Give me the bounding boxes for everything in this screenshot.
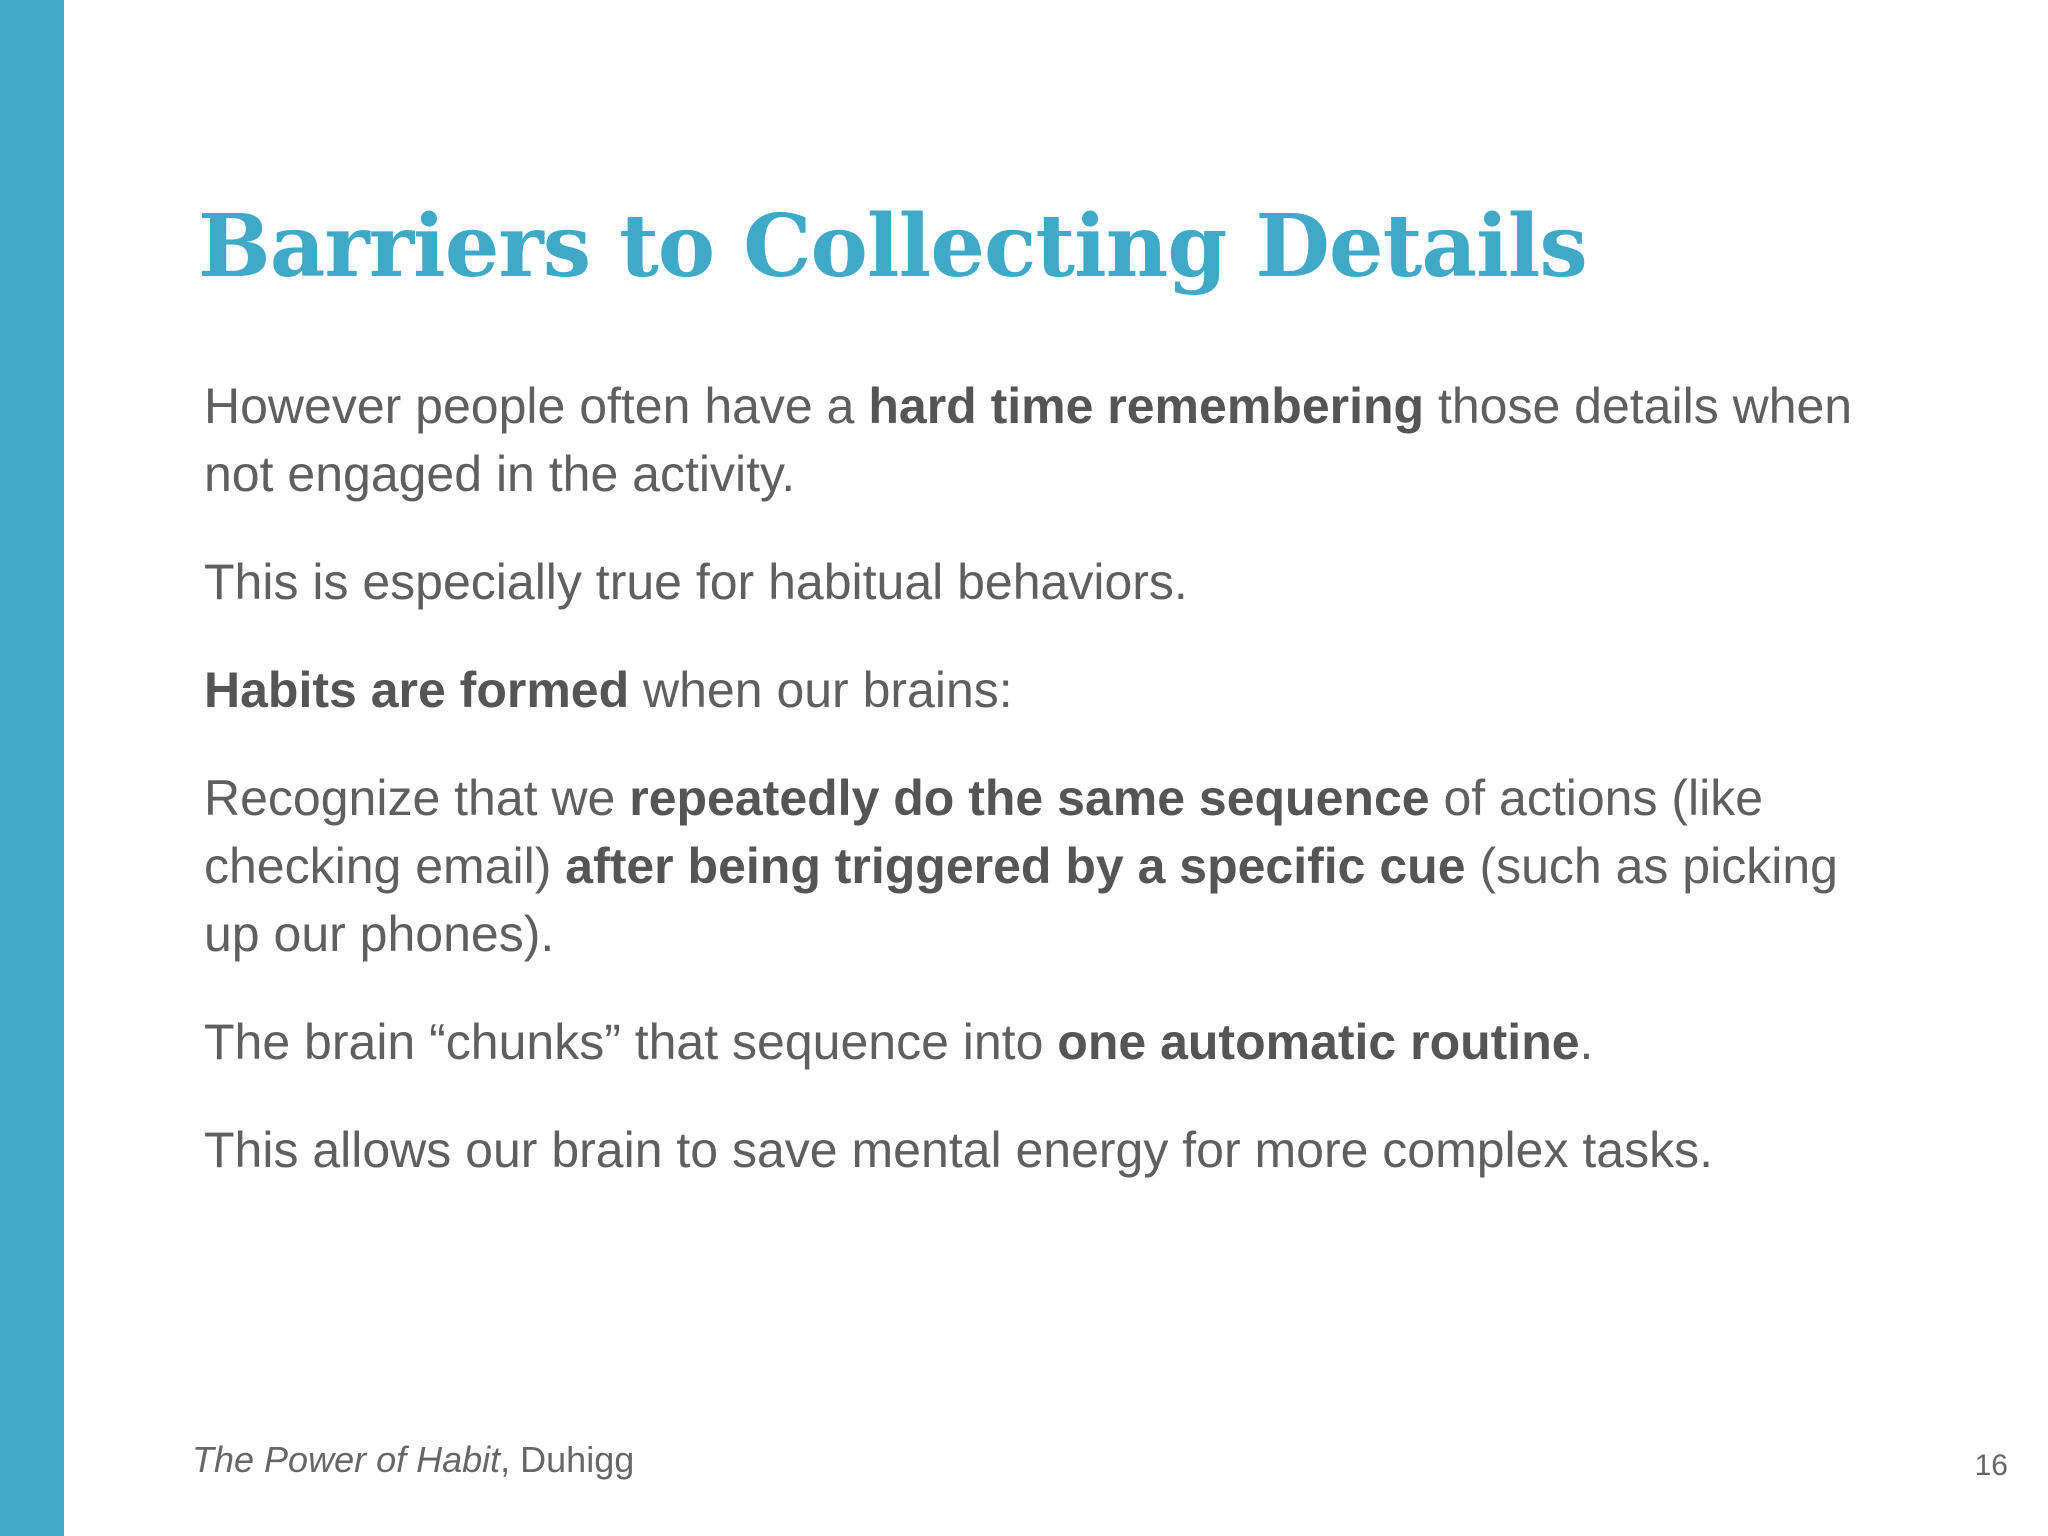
text-segment: of actions (like checking email) [204, 770, 1764, 894]
text-segment: when our brains: [629, 662, 1013, 718]
paragraph-habits-formed [204, 656, 1904, 724]
page-number: 16 [1974, 1449, 2008, 1482]
accent-bar [0, 0, 64, 1536]
bold-segment: after being triggered by a specific cue [565, 838, 1466, 894]
paragraph-hard-time-remembering [204, 372, 1904, 508]
slide-body [204, 372, 1904, 1224]
bold-segment: hard time remembering [868, 378, 1425, 434]
citation-author: , Duhigg [500, 1439, 635, 1480]
paragraph-recognize-sequence [204, 764, 1904, 968]
citation [192, 1436, 634, 1484]
bold-segment: repeatedly do the same sequence [629, 770, 1430, 826]
paragraph-chunks-routine [204, 1008, 1904, 1076]
text-segment: (such as picking up our phones). [204, 838, 1838, 962]
paragraph-mental-energy: This allows our brain to save mental energy for more complex tasks. [204, 1122, 1713, 1178]
paragraph-habitual-behaviors: This is especially true for habitual behaviors. [204, 554, 1188, 610]
citation-book-title: The Power of Habit [192, 1439, 501, 1480]
text-segment: However people often have a [204, 378, 869, 434]
text-segment: The brain “chunks” that sequence into [204, 1014, 1058, 1070]
slide-title: Barriers to Collecting Details [198, 196, 1587, 297]
bold-segment: one automatic routine [1057, 1014, 1580, 1070]
text-segment: Recognize that we [204, 770, 630, 826]
text-segment: . [1579, 1014, 1594, 1070]
text-segment: those details when not engaged in the activity. [204, 378, 1853, 502]
bold-segment: Habits are formed [204, 662, 630, 718]
